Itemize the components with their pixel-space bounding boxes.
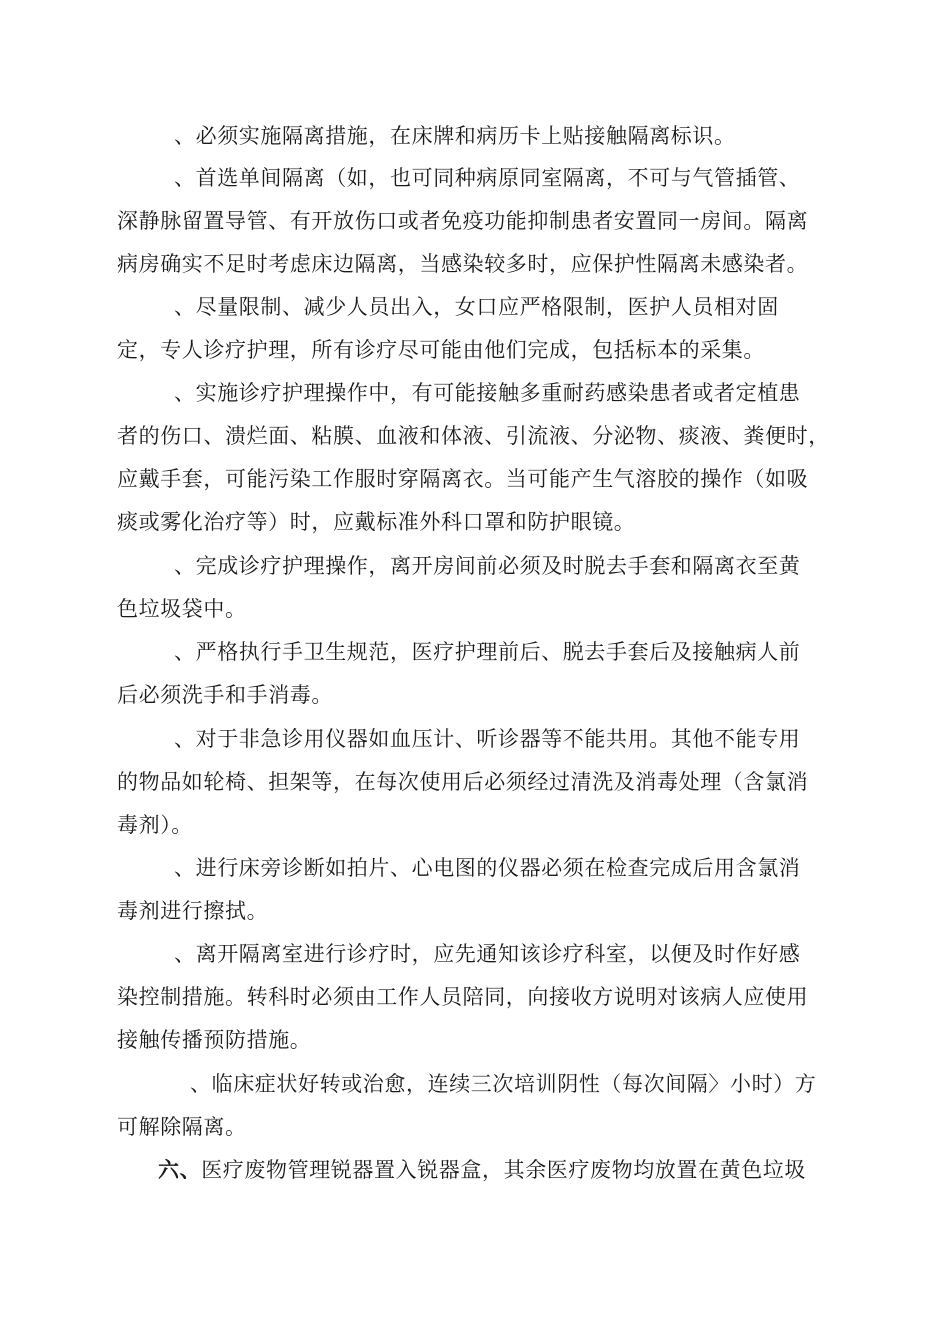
item-leave-room-line-1: 、离开隔离室进行诊疗时，应先通知该诊疗科室，以便及时作好感 bbox=[174, 942, 801, 966]
item-bedside-line-2: 毒剂进行擦拭。 bbox=[117, 899, 269, 923]
item-instruments-line-3: 毒剂）。 bbox=[117, 813, 193, 837]
section-six-number: 六、 bbox=[158, 1157, 202, 1182]
item-instruments-line-2: 的物品如轮椅、担架等，在每次使用后必须经过清洗及消毒处理（含氯消 bbox=[117, 770, 809, 794]
section-six-heading bbox=[158, 1155, 806, 1185]
item-protection-line-4: 痰或雾化治疗等）时，应戴标准外科口罩和防护眼镜。 bbox=[117, 510, 636, 534]
section-six-text: 医疗废物管理锐器置入锐器盒，其余医疗废物均放置在黄色垃圾 bbox=[201, 1158, 807, 1182]
item-protection-line-1: 、实施诊疗护理操作中，有可能接触多重耐药感染患者或者定植患 bbox=[174, 381, 801, 405]
item-leave-room-line-3: 接触传播预防措施。 bbox=[117, 1028, 312, 1052]
item-single-room-line-2: 深静脉留置导管、有开放伤口或者免疫功能抑制患者安置同一房间。隔离 bbox=[117, 209, 809, 233]
item-limit-staff-line-2: 定，专人诊疗护理，所有诊疗尽可能由他们完成，包括标本的采集。 bbox=[117, 338, 765, 362]
item-protection-line-2: 者的伤口、溃烂面、粘膜、血液和体液、引流液、分泌物、痰液、粪便时， bbox=[117, 424, 830, 448]
item-release-isolation-line-1: 、临床症状好转或治愈，连续三次培训阴性（每次间隔〉小时）方 bbox=[190, 1072, 817, 1096]
item-single-room-line-1: 、首选单间隔离（如，也可同种病原同室隔离，不可与气管插管、 bbox=[174, 166, 801, 190]
item-protection-line-3: 应戴手套，可能污染工作服时穿隔离衣。当可能产生气溶胶的操作（如吸 bbox=[117, 467, 809, 491]
item-instruments-line-1: 、对于非急诊用仪器如血压计、听诊器等不能共用。其他不能专用 bbox=[174, 727, 801, 751]
item-remove-gloves-line-2: 色垃圾袋中。 bbox=[117, 597, 247, 621]
item-bedside-line-1: 、进行床旁诊断如拍片、心电图的仪器必须在检查完成后用含氯消 bbox=[174, 856, 801, 880]
item-limit-staff-line-1: 、尽量限制、减少人员出入，女口应严格限制，医护人员相对固 bbox=[174, 295, 779, 319]
item-hand-hygiene-line-1: 、严格执行手卫生规范，医疗护理前后、脱去手套后及接触病人前 bbox=[174, 640, 801, 664]
item-leave-room-line-2: 染控制措施。转科时必须由工作人员陪同，向接收方说明对该病人应使用 bbox=[117, 985, 809, 1009]
item-isolation-label: 、必须实施隔离措施，在床牌和病历卡上贴接触隔离标识。 bbox=[174, 124, 736, 148]
item-release-isolation-line-2: 可解除隔离。 bbox=[117, 1115, 247, 1139]
item-remove-gloves-line-1: 、完成诊疗护理操作，离开房间前必须及时脱去手套和隔离衣至黄 bbox=[174, 554, 801, 578]
item-single-room-line-3: 病房确实不足时考虑床边隔离，当感染较多时，应保护性隔离未感染者。 bbox=[117, 252, 809, 276]
item-hand-hygiene-line-2: 后必须洗手和手消毒。 bbox=[117, 683, 333, 707]
